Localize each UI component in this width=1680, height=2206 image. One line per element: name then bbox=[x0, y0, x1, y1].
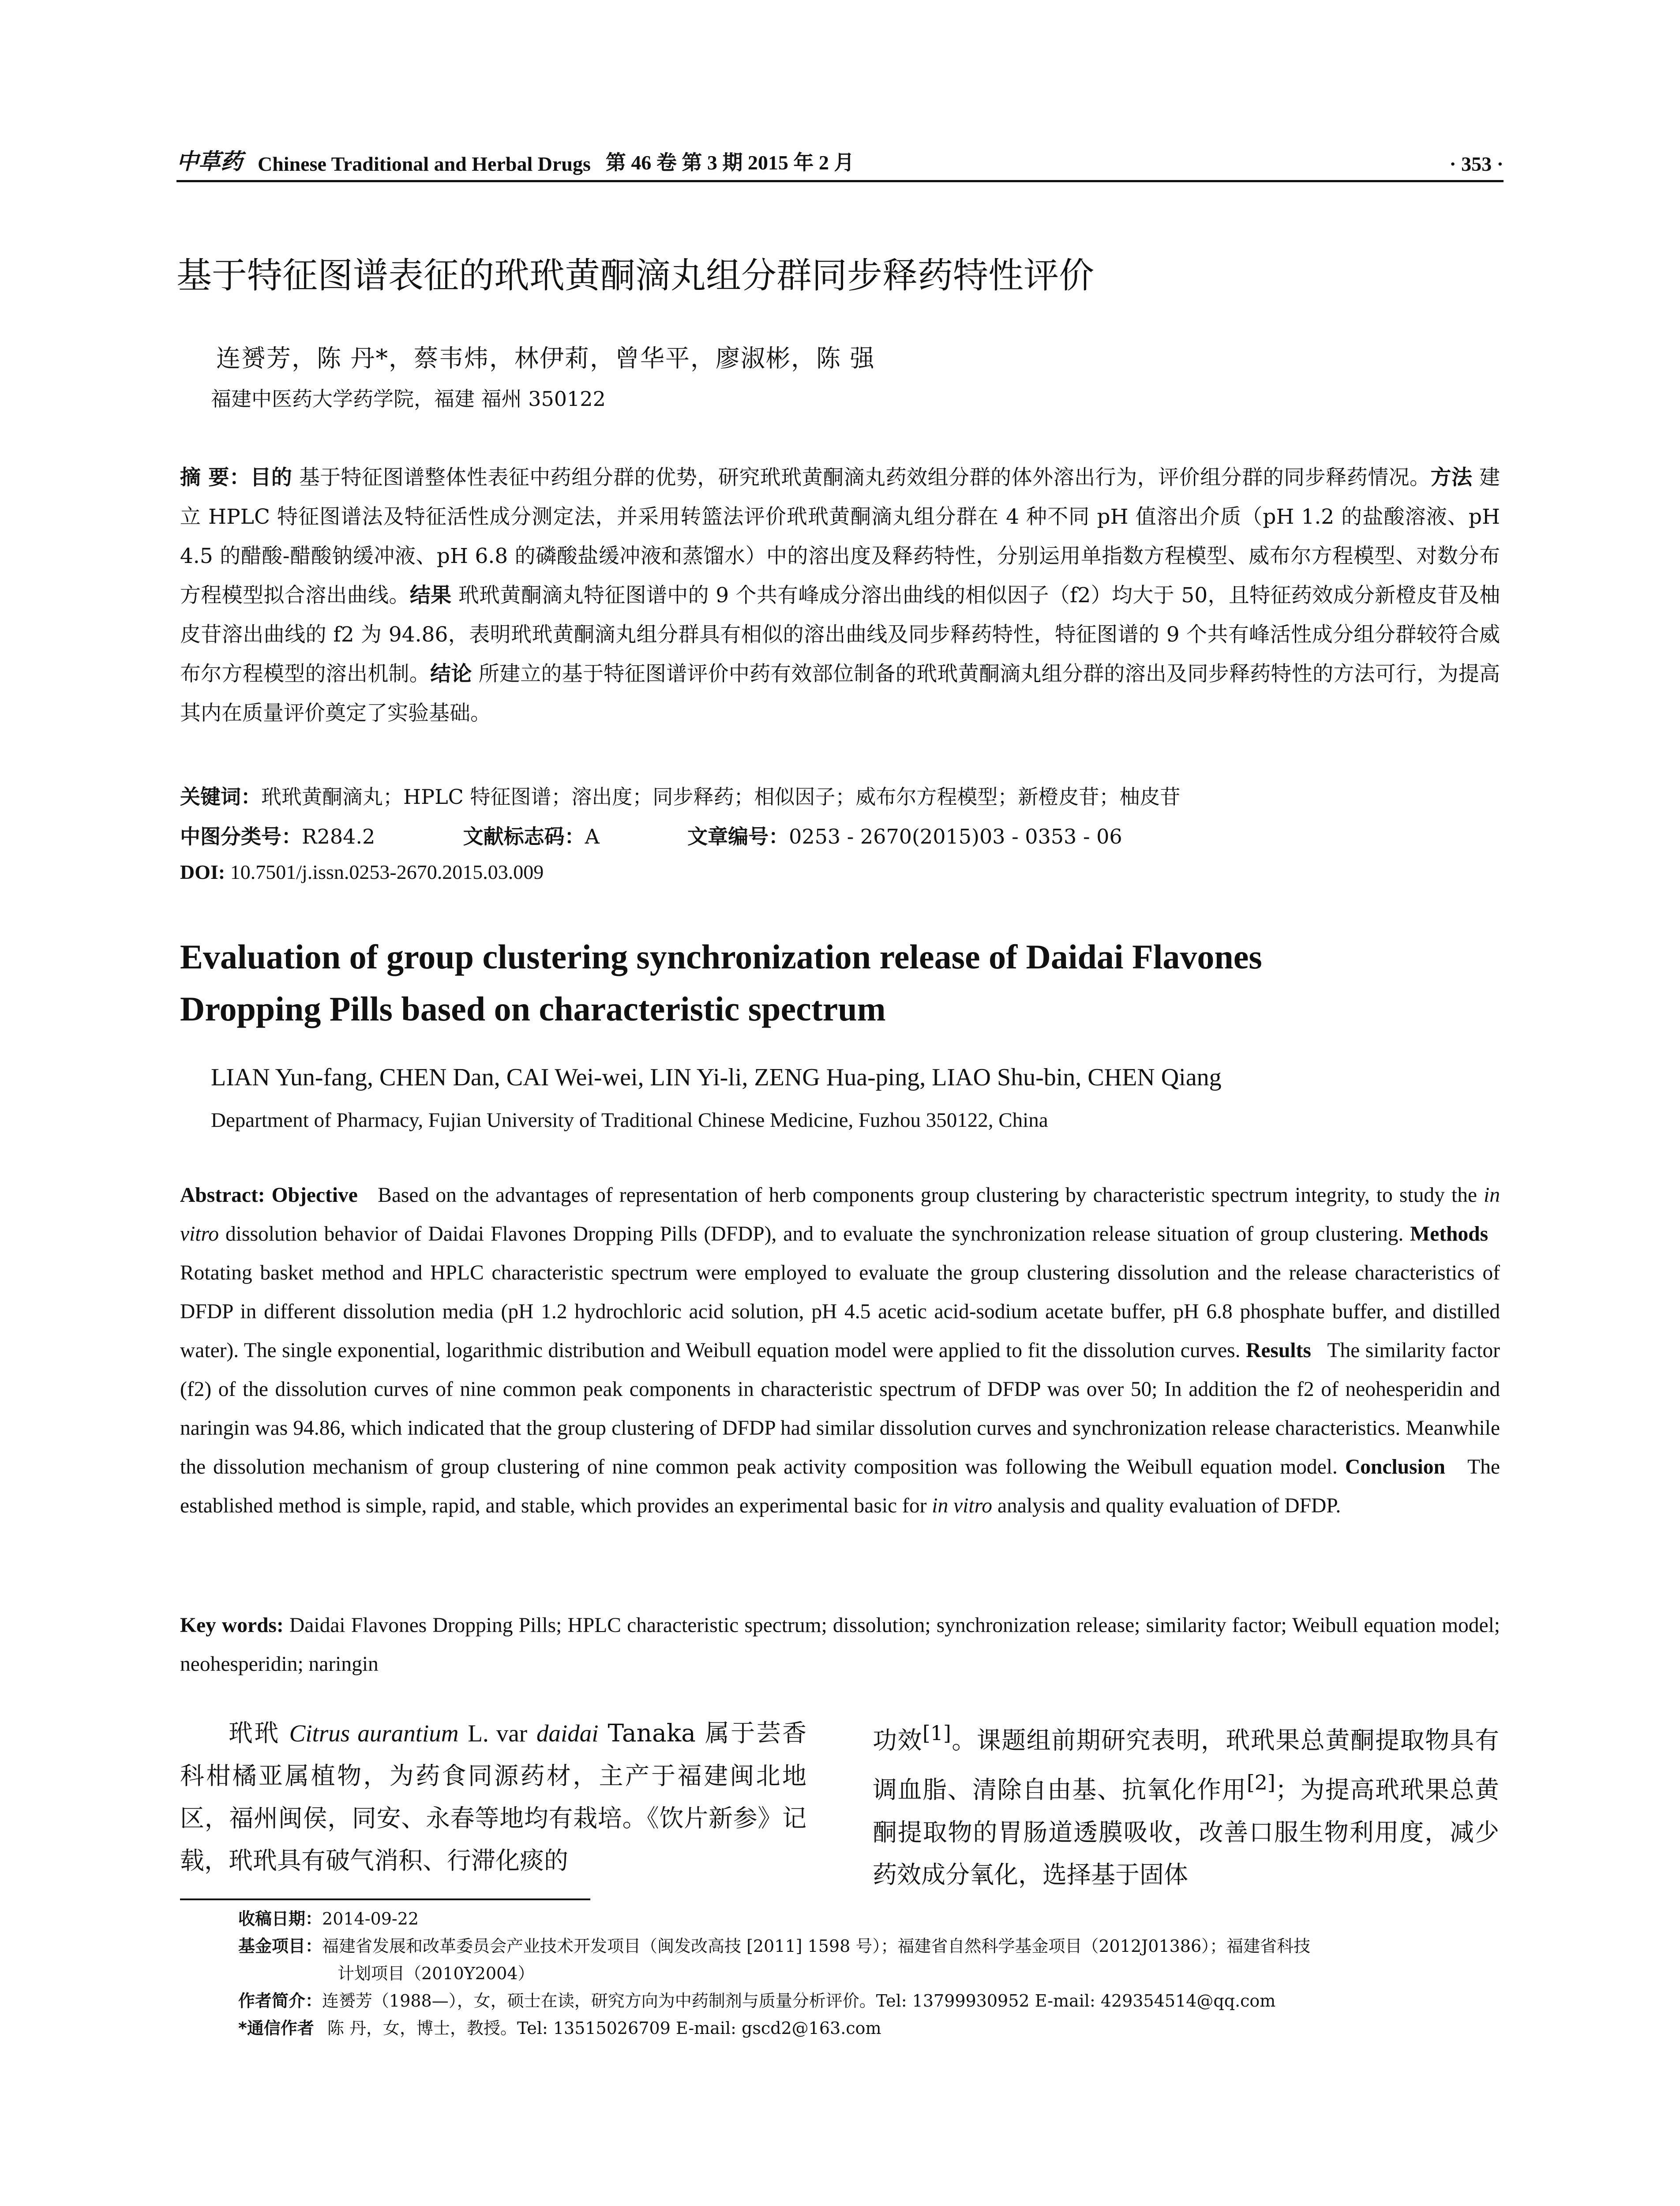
objective-text: 基于特征图谱整体性表征中药组分群的优势，研究玳玳黄酮滴丸药效组分群的体外溶出行为，评价组分群的同步释药情况。 bbox=[299, 465, 1431, 490]
english-keywords bbox=[180, 1606, 1500, 1684]
article-number-label: 文章编号： bbox=[687, 825, 789, 848]
en-conclusion-b: analysis and quality evaluation of DFDP. bbox=[997, 1494, 1341, 1517]
doi-label: DOI: bbox=[180, 861, 225, 883]
body-column-left bbox=[180, 1712, 806, 1882]
doc-code-value: A bbox=[585, 825, 600, 848]
en-results-text: The similarity factor (f2) of the dissolution curves of nine common peak components in characteristic spectrum of DFDP was over 50; In addition the f2 of neohesperidin and naringin was 94.86, which indicated that the group clustering of DFDP had similar dissolution curves and synchronization release characteristics. Meanwhile the dissolution mechanism of group clustering of nine common peak activity composition was following the Weibull equation model. bbox=[180, 1339, 1500, 1478]
english-title-line-1: Evaluation of group clustering synchronization release of Daidai Flavones bbox=[180, 938, 1262, 976]
body-left-c: Tanaka 属于芸香科柑橘亚属植物，为药食同源药材，主产于福建闽北地区，福州闽侯，同安、永春等地均有栽培。《饮片新参》记载，玳玳具有破气消积、行滞化痰的 bbox=[180, 1719, 806, 1875]
en-results-label: Results bbox=[1246, 1339, 1311, 1362]
en-objective-a: Based on the advantages of representation of herb components group clustering by characteristic spectrum integrity, to study the bbox=[378, 1184, 1477, 1207]
keywords-text: 玳玳黄酮滴丸；HPLC 特征图谱；溶出度；同步释药；相似因子；威布尔方程模型；新橙皮苷；柚皮苷 bbox=[261, 785, 1181, 809]
body-left-a: 玳玳 bbox=[229, 1719, 280, 1747]
abstract-label: 摘 要： bbox=[180, 465, 251, 490]
doi-link[interactable]: 10.7501/j.issn.0253-2670.2015.03.009 bbox=[230, 861, 544, 883]
chinese-affiliation: 福建中医药大学药学院，福建 福州 350122 bbox=[211, 387, 606, 411]
citation-2[interactable]: [2] bbox=[1246, 1771, 1275, 1795]
conclusion-label: 结论 bbox=[430, 662, 472, 686]
en-keywords-label: Key words: bbox=[180, 1614, 284, 1637]
results-label: 结果 bbox=[409, 583, 452, 608]
citation-1[interactable]: [1] bbox=[922, 1721, 951, 1745]
en-conclusion-a: The established method is simple, rapid, and stable, which provides an experimental basic for bbox=[180, 1456, 1500, 1517]
footnote-corresponding: *通信作者 陈 丹，女，博士，教授。Tel: 13515026709 E-mail: gscd2@163.com bbox=[238, 2018, 881, 2038]
classification-line bbox=[180, 821, 1122, 850]
en-abstract-label: Abstract: Objective bbox=[180, 1184, 358, 1207]
body-right-a: 功效 bbox=[873, 1726, 922, 1755]
en-objective-italic: in vitro bbox=[180, 1184, 1500, 1246]
body-left-b: L. var bbox=[468, 1720, 528, 1747]
body-right-b: 。课题组前期研究表明，玳玳果总黄酮提取物具有调血脂、清除自由基、抗氧化作用 bbox=[873, 1726, 1499, 1804]
chinese-title: 基于特征图谱表征的玳玳黄酮滴丸组分群同步释药特性评价 bbox=[176, 255, 1094, 296]
chinese-authors: 连赟芳，陈 丹*，蔡韦炜，林伊莉，曾华平，廖淑彬，陈 强 bbox=[216, 344, 875, 372]
clc-label: 中图分类号： bbox=[180, 825, 302, 848]
page-number: · 353 · bbox=[1449, 153, 1504, 175]
en-methods-text: Rotating basket method and HPLC characteristic spectrum were employed to evaluate the group clustering dissolution and the release characteristics of DFDP in different dissolution media (pH 1.2 hydrochloric acid solution, pH 4.5 acetic acid-sodium acetate buffer, pH 6.8 phosphate buffer, and distilled water). The single exponential, logarithmic distribution and Weibull equation model were applied to fit the dissolution curves. bbox=[180, 1261, 1500, 1362]
en-keywords-text: Daidai Flavones Dropping Pills; HPLC characteristic spectrum; dissolution; synchronization release; similarity factor; Weibull equation model; neohesperidin; naringin bbox=[180, 1614, 1500, 1676]
footnote-divider bbox=[180, 1898, 590, 1900]
en-conclusion-italic: in vitro bbox=[932, 1494, 993, 1517]
en-methods-label: Methods bbox=[1410, 1223, 1489, 1246]
en-objective-b: dissolution behavior of Daidai Flavones Dropping Pills (DFDP), and to evaluate the synchronization release situation of group clustering. bbox=[225, 1223, 1404, 1246]
keywords-label: 关键词： bbox=[180, 785, 261, 809]
issue-info: 第 46 卷 第 3 期 2015 年 2 月 bbox=[605, 151, 855, 174]
article-number-value: 0253 - 2670(2015)03 - 0353 - 06 bbox=[789, 825, 1122, 848]
footnote-received: 收稿日期： 2014-09-22 bbox=[238, 1909, 419, 1928]
english-abstract bbox=[180, 1176, 1500, 1525]
footnotes bbox=[238, 1905, 1500, 2042]
english-affiliation: Department of Pharmacy, Fujian University of Traditional Chinese Medicine, Fuzhou 350122, China bbox=[211, 1109, 1048, 1132]
species-name: Citrus aurantium bbox=[289, 1720, 459, 1747]
chinese-abstract bbox=[180, 458, 1500, 733]
journal-name: Chinese Traditional and Herbal Drugs bbox=[258, 153, 591, 175]
english-title bbox=[180, 931, 1504, 1035]
en-conclusion-label: Conclusion bbox=[1345, 1456, 1445, 1478]
objective-label: 目的 bbox=[250, 465, 292, 490]
body-column-right bbox=[873, 1712, 1499, 1896]
doi-line bbox=[180, 860, 544, 884]
conclusion-text: 所建立的基于特征图谱评价中药有效部位制备的玳玳黄酮滴丸组分群的溶出及同步释药特性的方法可行，为提高其内在质量评价奠定了实验基础。 bbox=[180, 662, 1500, 725]
results-text: 玳玳黄酮滴丸特征图谱中的 9 个共有峰成分溶出曲线的相似因子（f2）均大于 50，且特征药效成分新橙皮苷及柚皮苷溶出曲线的 f2 为 94.86，表明玳玳黄酮滴丸组分群具有相似的溶出曲线及同步释药特性，特征图谱的 9 个共有峰活性成分组分群较符合威布尔方程模型的溶出机制。 bbox=[180, 583, 1500, 686]
body-right-c: ；为提高玳玳果总黄酮提取物的胃肠道透膜吸收，改善口服生物利用度，减少药效成分氧化，选择基于固体 bbox=[873, 1775, 1499, 1889]
methods-label: 方法 bbox=[1430, 465, 1473, 490]
footnote-fund-continued: 计划项目（2010Y2004） bbox=[338, 1964, 535, 1983]
clc-value: R284.2 bbox=[302, 825, 375, 848]
methods-text: 建立 HPLC 特征图谱法及特征活性成分测定法，并采用转篮法评价玳玳黄酮滴丸组分群在 4 种不同 pH 值溶出介质（pH 1.2 的盐酸溶液、pH 4.5 的醋酸-醋酸钠缓冲液、pH 6.8 的磷酸盐缓冲液和蒸馏水）中的溶出度及释药特性，分别运用单指数方程模型、威布尔方程模型、对数分布方程模型拟合溶出曲线。 bbox=[180, 465, 1500, 608]
footnote-fund: 基金项目： 福建省发展和改革委员会产业技术开发项目（闽发改高技 [2011] 1598 号）；福建省自然科学基金项目（2012J01386）；福建省科技 bbox=[238, 1936, 1311, 1956]
running-header bbox=[176, 140, 1504, 182]
doc-code-label: 文献标志码： bbox=[463, 825, 585, 848]
english-title-line-2: Dropping Pills based on characteristic spectrum bbox=[180, 990, 886, 1028]
journal-logo: 中草药 bbox=[176, 148, 243, 174]
footnote-author: 作者简介： 连赟芳（1988—），女，硕士在读，研究方向为中药制剂与质量分析评价。Tel: 13799930952 E-mail: 429354514@qq.com bbox=[238, 1991, 1276, 2011]
variety-name: daidai bbox=[536, 1720, 599, 1747]
english-authors: LIAN Yun-fang, CHEN Dan, CAI Wei-wei, LIN Yi-li, ZENG Hua-ping, LIAO Shu-bin, CHEN Qiang bbox=[211, 1064, 1222, 1091]
chinese-keywords bbox=[180, 781, 1180, 810]
